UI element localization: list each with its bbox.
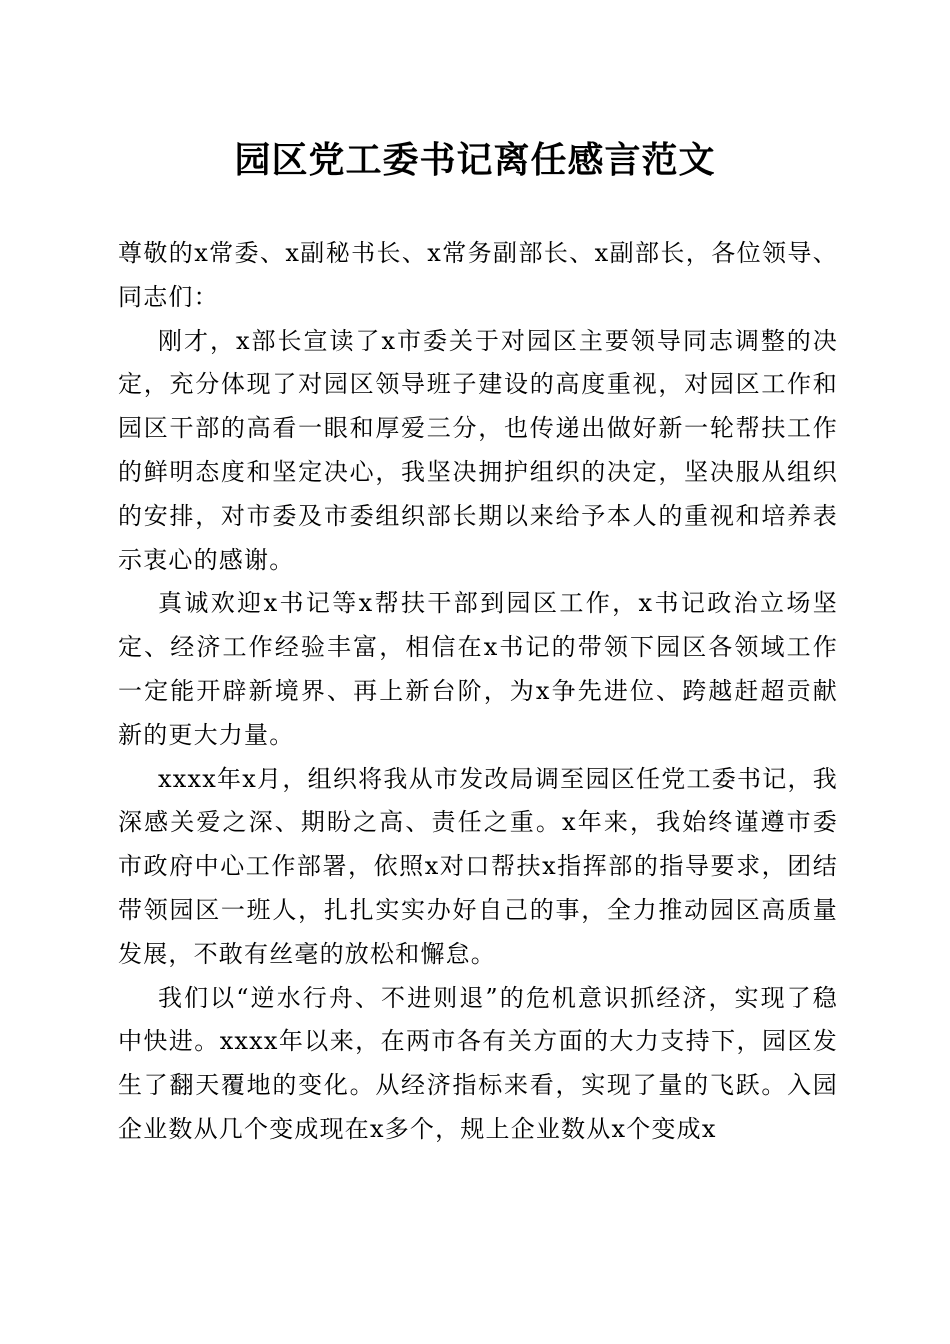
body-paragraph: 真诚欢迎x书记等x帮扶干部到园区工作，x书记政治立场坚定、经济工作经验丰富，相信在x书记的带领下园区各领域工作一定能开辟新境界、再上新台阶，为x争先进位、跨越赶超贡献新的更大力量。 <box>118 589 838 749</box>
body-paragraph: 我们以“逆水行舟、不进则退”的危机意识抓经济，实现了稳中快进。xxxx年以来，在两市各有关方面的大力支持下，园区发生了翻天覆地的变化。从经济指标来看，实现了量的飞跃。入园企业数从几个变成现在x多个，规上企业数从x个变成x <box>118 983 838 1143</box>
document-title: 园区党工委书记离任感言范文 <box>234 139 716 181</box>
body-paragraph: xxxx年x月，组织将我从市发改局调至园区任党工委书记，我深感关爱之深、期盼之高、责任之重。x年来，我始终谨遵市委市政府中心工作部署，依照x对口帮扶x指挥部的指导要求，团结带领园区一班人，扎扎实实办好自己的事，全力推动园区高质量发展，不敢有丝毫的放松和懈怠。 <box>118 764 838 968</box>
body-paragraph: 刚才，x部长宣读了x市委关于对园区主要领导同志调整的决定，充分体现了对园区领导班子建设的高度重视，对园区工作和园区干部的高看一眼和厚爱三分，也传递出做好新一轮帮扶工作的鲜明态度和坚定决心，我坚决拥护组织的决定，坚决服从组织的安排，对市委及市委组织部长期以来给予本人的重视和培养表示衷心的感谢。 <box>118 326 838 574</box>
salutation-paragraph: 尊敬的x常委、x副秘书长、x常务副部长、x副部长，各位领导、同志们： <box>118 239 838 311</box>
document-body <box>118 232 838 1152</box>
